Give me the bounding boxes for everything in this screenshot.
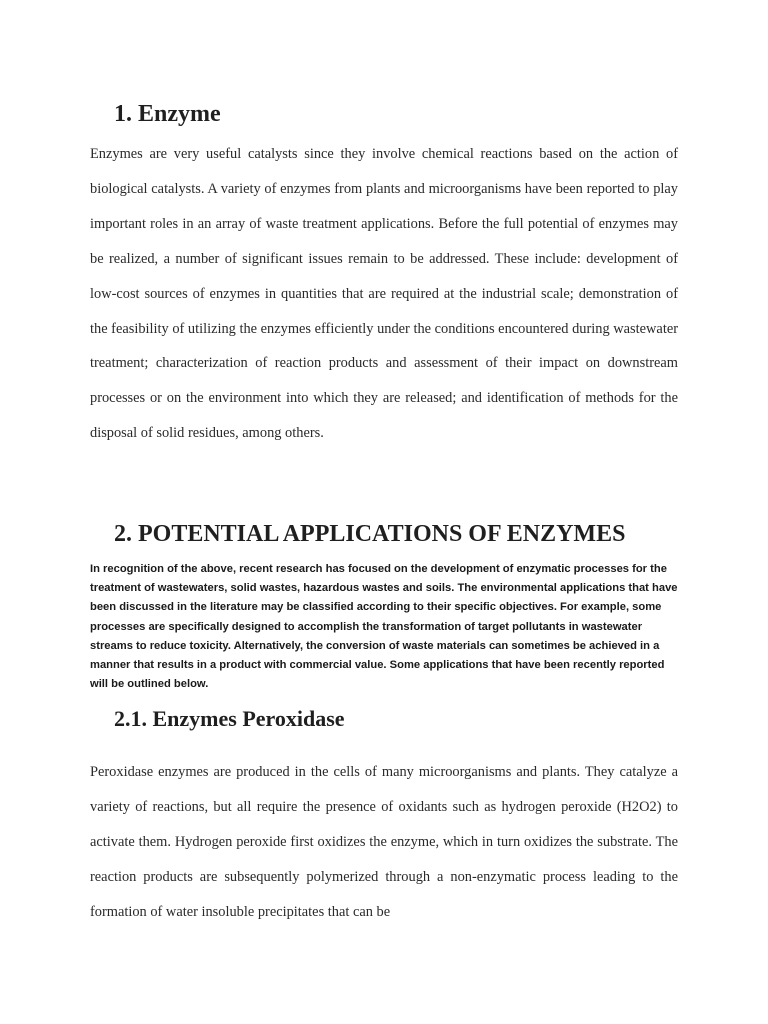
section-heading-enzyme: 1. Enzyme bbox=[114, 101, 221, 127]
section-heading-applications: 2. POTENTIAL APPLICATIONS OF ENZYMES bbox=[114, 521, 626, 547]
paragraph-peroxidase: Peroxidase enzymes are produced in the cells of many microorganisms and plants. They catalyze a variety of reactions, but all require the presence of oxidants such as hydrogen peroxide (H2O2) to activate them. Hydrogen peroxide first oxidizes the enzyme, which in turn oxidizes the substrate. The reaction products are subsequently polymerized through a non-enzymatic process leading to the formation of water insoluble precipitates that can be bbox=[90, 764, 678, 920]
section-heading-peroxidase: 2.1. Enzymes Peroxidase bbox=[114, 706, 345, 731]
paragraph-enzyme: Enzymes are very useful catalysts since they involve chemical reactions based on the action of biological catalysts. A variety of enzymes from plants and microorganisms have been reported to play important roles in an array of waste treatment applications. Before the full potential of enzymes may be realized, a number of significant issues remain to be addressed. These include: development of low-cost sources of enzymes in quantities that are required at the industrial scale; demonstration of the feasibility of utilizing the enzymes efficiently under the conditions encountered during wastewater treatment; characterization of reaction products and assessment of their impact on downstream processes or on the environment into which they are released; and identification of methods for the disposal of solid residues, among others. bbox=[90, 146, 678, 442]
paragraph-applications: In recognition of the above, recent research has focused on the development of enzymatic processes for the treatment of wastewaters, solid wastes, hazardous wastes and soils. The environmental applications that have been discussed in the literature may be classified according to their specific objectives. For example, some processes are specifically designed to accomplish the transformation of target pollutants in wastewater streams to reduce toxicity. Alternatively, the conversion of waste materials can sometimes be achieved in a manner that results in a product with commercial value. Some applications that have been recently reported will be outlined below. bbox=[90, 563, 678, 691]
